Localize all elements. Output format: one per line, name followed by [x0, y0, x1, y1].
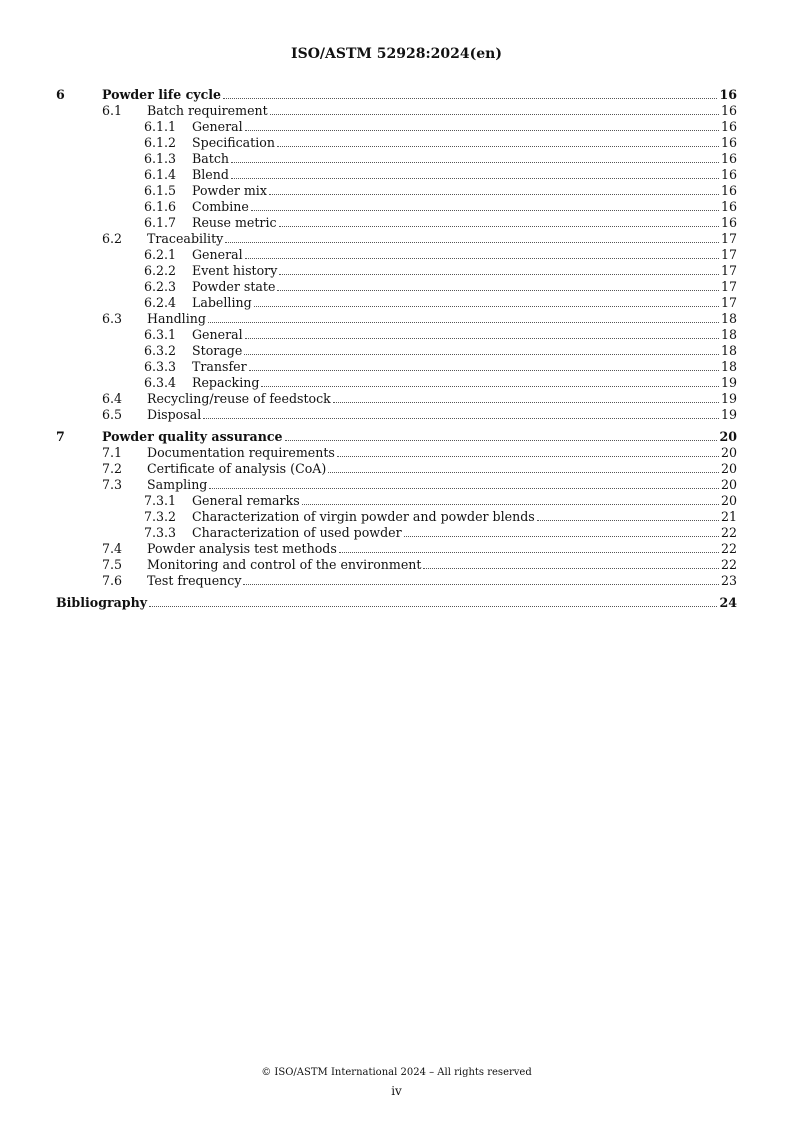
toc-entry[interactable] — [56, 135, 737, 151]
dot-leader — [333, 391, 719, 403]
toc-entry[interactable] — [56, 183, 737, 199]
toc-entry-title[interactable]: Batch requirement — [147, 103, 268, 118]
toc-entry-page: 20 — [720, 445, 737, 460]
toc-entry-page: 18 — [720, 327, 737, 342]
toc-entry[interactable] — [56, 461, 737, 477]
toc-entry-title[interactable]: Powder life cycle — [102, 87, 222, 102]
toc-entry-number: 6.1.6 — [144, 199, 177, 214]
toc-entry-line — [192, 493, 737, 509]
toc-entry[interactable] — [56, 279, 737, 295]
toc-entry-page: 17 — [720, 247, 737, 262]
toc-entry-title[interactable]: Repacking — [192, 375, 260, 390]
toc-entry-line — [192, 167, 737, 183]
dot-leader — [251, 199, 719, 211]
toc-entry-line — [147, 573, 737, 589]
toc-entry-page: 17 — [720, 279, 737, 294]
toc-entry-title[interactable]: Powder analysis test methods — [147, 541, 337, 556]
toc-entry[interactable] — [56, 375, 737, 391]
toc-entry-page: 20 — [719, 429, 737, 444]
toc-entry[interactable] — [56, 573, 737, 589]
toc-entry[interactable] — [56, 391, 737, 407]
dot-leader — [328, 461, 719, 473]
toc-entry-line — [192, 279, 737, 295]
toc-entry-number: 7.5 — [102, 557, 123, 572]
toc-entry-title[interactable]: Powder state — [192, 279, 276, 294]
copyright-notice: © ISO/ASTM International 2024 – All rights reserved — [261, 1067, 532, 1078]
toc-entry-title[interactable]: Documentation requirements — [147, 445, 335, 460]
toc-entry-page: 19 — [720, 391, 737, 406]
toc-entry-title[interactable]: General — [192, 327, 243, 342]
toc-entry-line — [192, 135, 737, 151]
toc-entry[interactable] — [56, 311, 737, 327]
dot-leader — [261, 375, 719, 387]
toc-entry-title[interactable]: Combine — [192, 199, 249, 214]
toc-entry-title[interactable]: Characterization of used powder — [192, 525, 402, 540]
dot-leader — [245, 247, 719, 259]
toc-entry[interactable] — [56, 359, 737, 375]
toc-entry-title[interactable]: Reuse metric — [192, 215, 277, 230]
toc-entry-title[interactable]: Batch — [192, 151, 229, 166]
dot-leader — [404, 525, 719, 537]
dot-leader — [279, 263, 719, 275]
toc-entry-line — [56, 595, 737, 611]
toc-entry-number: 7.3.1 — [144, 493, 177, 508]
dot-leader — [279, 215, 719, 227]
toc-entry-title[interactable]: Recycling/reuse of feedstock — [147, 391, 331, 406]
toc-entry-page: 16 — [719, 87, 737, 102]
toc-entry-bibliography[interactable] — [56, 595, 737, 611]
toc-entry[interactable] — [56, 477, 737, 493]
toc-entry-title[interactable]: General remarks — [192, 493, 300, 508]
dot-leader — [537, 509, 719, 521]
toc-entry-page: 16 — [720, 119, 737, 134]
toc-entry[interactable] — [56, 103, 737, 119]
toc-entry-number: 6.3.4 — [144, 375, 177, 390]
toc-entry-page: 23 — [720, 573, 737, 588]
toc-entry-number: 6.1.2 — [144, 135, 177, 150]
toc-entry-line — [192, 327, 737, 343]
toc-entry-line — [192, 509, 737, 525]
toc-entry-number: 7 — [56, 429, 65, 444]
toc-entry-number: 6.1.3 — [144, 151, 177, 166]
toc-entry-title[interactable]: Specification — [192, 135, 275, 150]
toc-entry[interactable] — [56, 493, 737, 509]
dot-leader — [231, 151, 719, 163]
toc-entry-title[interactable]: General — [192, 119, 243, 134]
toc-entry-line — [147, 407, 737, 423]
dot-leader — [302, 493, 719, 505]
dot-leader — [423, 557, 719, 569]
toc-entry-line — [192, 119, 737, 135]
toc-entry[interactable] — [56, 327, 737, 343]
toc-entry-line — [192, 295, 737, 311]
toc-entry[interactable] — [56, 557, 737, 573]
toc-entry-title[interactable]: Traceability — [147, 231, 224, 246]
dot-leader — [208, 311, 719, 323]
dot-leader — [270, 103, 719, 115]
toc-entry-line — [147, 557, 737, 573]
toc-entry-number: 6 — [56, 87, 65, 102]
toc-entry-number: 6.2.2 — [144, 263, 177, 278]
dot-leader — [337, 445, 719, 457]
dot-leader — [254, 295, 719, 307]
dot-leader — [244, 343, 719, 355]
toc-entry-line — [147, 231, 737, 247]
toc-entry-page: 20 — [720, 493, 737, 508]
dot-leader — [245, 119, 719, 131]
dot-leader — [249, 359, 719, 371]
toc-entry-title[interactable]: Storage — [192, 343, 243, 358]
toc-entry-number: 6.2 — [102, 231, 123, 246]
toc-entry-title[interactable]: Handling — [147, 311, 206, 326]
toc-entry[interactable] — [56, 167, 737, 183]
toc-entry-number: 6.5 — [102, 407, 123, 422]
dot-leader — [277, 279, 719, 291]
toc-entry-page: 18 — [720, 311, 737, 326]
toc-entry-page: 22 — [720, 525, 737, 540]
toc-entry-page: 20 — [720, 477, 737, 492]
toc-entry-title[interactable]: Characterization of virgin powder and powder blends — [192, 509, 535, 524]
toc-entry[interactable] — [56, 445, 737, 461]
toc-entry-line — [147, 445, 737, 461]
dot-leader — [231, 167, 719, 179]
toc-entry-line — [192, 151, 737, 167]
toc-entry-number: 6.1.5 — [144, 183, 177, 198]
dot-leader — [339, 541, 719, 553]
toc-entry-title[interactable]: Test frequency — [147, 573, 242, 588]
toc-entry-number: 6.1.1 — [144, 119, 177, 134]
toc-entry[interactable] — [56, 215, 737, 231]
toc-entry-page: 19 — [720, 375, 737, 390]
dot-leader — [277, 135, 719, 147]
dot-leader — [223, 87, 717, 99]
dot-leader — [209, 477, 719, 489]
toc-entry-title[interactable]: Certificate of analysis (CoA) — [147, 461, 327, 476]
toc-entry-number: 7.2 — [102, 461, 123, 476]
toc-entry-page: 16 — [720, 103, 737, 118]
toc-entry-number: 6.3 — [102, 311, 123, 326]
dot-leader — [149, 595, 717, 607]
toc-entry-number: 6.2.3 — [144, 279, 177, 294]
toc-entry-page: 17 — [720, 231, 737, 246]
toc-entry-number: 7.1 — [102, 445, 123, 460]
toc-entry[interactable] — [56, 407, 737, 423]
toc-entry-page: 20 — [720, 461, 737, 476]
document-header: ISO/ASTM 52928:2024(en) — [291, 46, 502, 62]
toc-entry-page: 21 — [720, 509, 737, 524]
toc-entry-number: 7.3.2 — [144, 509, 177, 524]
toc-entry-line — [192, 183, 737, 199]
toc-entry-number: 6.4 — [102, 391, 123, 406]
toc-entry[interactable] — [56, 199, 737, 215]
toc-entry-title[interactable]: General — [192, 247, 243, 262]
toc-entry-number: 6.1.4 — [144, 167, 177, 182]
toc-entry-title[interactable]: Sampling — [147, 477, 208, 492]
toc-entry-line — [192, 247, 737, 263]
dot-leader — [285, 429, 718, 441]
dot-leader — [243, 573, 719, 585]
toc-entry[interactable] — [56, 509, 737, 525]
toc-entry[interactable] — [56, 263, 737, 279]
toc-entry-number: 6.3.2 — [144, 343, 177, 358]
toc-entry[interactable] — [56, 151, 737, 167]
toc-entry-title[interactable]: Bibliography — [56, 595, 148, 610]
toc-entry-title[interactable]: Disposal — [147, 407, 202, 422]
toc-entry-line — [147, 541, 737, 557]
toc-entry-title[interactable]: Monitoring and control of the environment — [147, 557, 422, 572]
toc-entry-number: 7.4 — [102, 541, 123, 556]
toc-entry-line — [192, 375, 737, 391]
toc-entry-page: 24 — [719, 595, 737, 610]
toc-entry-number: 6.3.3 — [144, 359, 177, 374]
toc-entry-page: 16 — [720, 135, 737, 150]
toc-entry[interactable] — [56, 343, 737, 359]
toc-entry-line — [147, 311, 737, 327]
toc-entry-title[interactable]: Transfer — [192, 359, 247, 374]
toc-entry[interactable] — [56, 231, 737, 247]
toc-entry-page: 22 — [720, 541, 737, 556]
dot-leader — [203, 407, 719, 419]
toc-entry-line — [192, 215, 737, 231]
toc-entry-title[interactable]: Powder mix — [192, 183, 267, 198]
toc-entry-number: 6.2.4 — [144, 295, 177, 310]
toc-entry-page: 19 — [720, 407, 737, 422]
toc-entry-page: 16 — [720, 151, 737, 166]
toc-entry[interactable] — [56, 295, 737, 311]
toc-entry-page: 16 — [720, 199, 737, 214]
toc-entry-title[interactable]: Blend — [192, 167, 229, 182]
toc-entry-number: 7.6 — [102, 573, 123, 588]
table-of-contents — [56, 87, 737, 611]
toc-entry-page: 22 — [720, 557, 737, 572]
toc-entry-line — [147, 391, 737, 407]
dot-leader — [269, 183, 719, 195]
page-number: iv — [391, 1084, 402, 1098]
toc-entry-page: 16 — [720, 183, 737, 198]
toc-entry-number: 6.1 — [102, 103, 123, 118]
toc-entry-page: 18 — [720, 359, 737, 374]
toc-entry-number: 6.3.1 — [144, 327, 177, 342]
toc-entry-line — [147, 477, 737, 493]
toc-entry-number: 7.3 — [102, 477, 123, 492]
toc-entry-line — [192, 199, 737, 215]
toc-entry-title[interactable]: Labelling — [192, 295, 252, 310]
toc-entry[interactable] — [56, 525, 737, 541]
toc-entry-number: 7.3.3 — [144, 525, 177, 540]
toc-entry[interactable] — [56, 119, 737, 135]
toc-entry-line — [192, 359, 737, 375]
toc-entry-line — [192, 263, 737, 279]
toc-entry-line — [147, 103, 737, 119]
toc-entry-page: 16 — [720, 167, 737, 182]
toc-entry-page: 18 — [720, 343, 737, 358]
toc-entry-number: 6.1.7 — [144, 215, 177, 230]
toc-entry-page: 16 — [720, 215, 737, 230]
toc-entry[interactable] — [56, 429, 737, 445]
toc-entry[interactable] — [56, 541, 737, 557]
toc-entry-title[interactable]: Event history — [192, 263, 278, 278]
toc-entry[interactable] — [56, 87, 737, 103]
toc-entry-title[interactable]: Powder quality assurance — [102, 429, 283, 444]
dot-leader — [245, 327, 719, 339]
toc-entry-line — [192, 525, 737, 541]
toc-entry-page: 17 — [720, 295, 737, 310]
toc-entry-line — [102, 87, 737, 103]
toc-entry-line — [147, 461, 737, 477]
toc-entry-line — [102, 429, 737, 445]
toc-entry-number: 6.2.1 — [144, 247, 177, 262]
toc-entry[interactable] — [56, 247, 737, 263]
dot-leader — [225, 231, 719, 243]
toc-entry-line — [192, 343, 737, 359]
toc-entry-page: 17 — [720, 263, 737, 278]
